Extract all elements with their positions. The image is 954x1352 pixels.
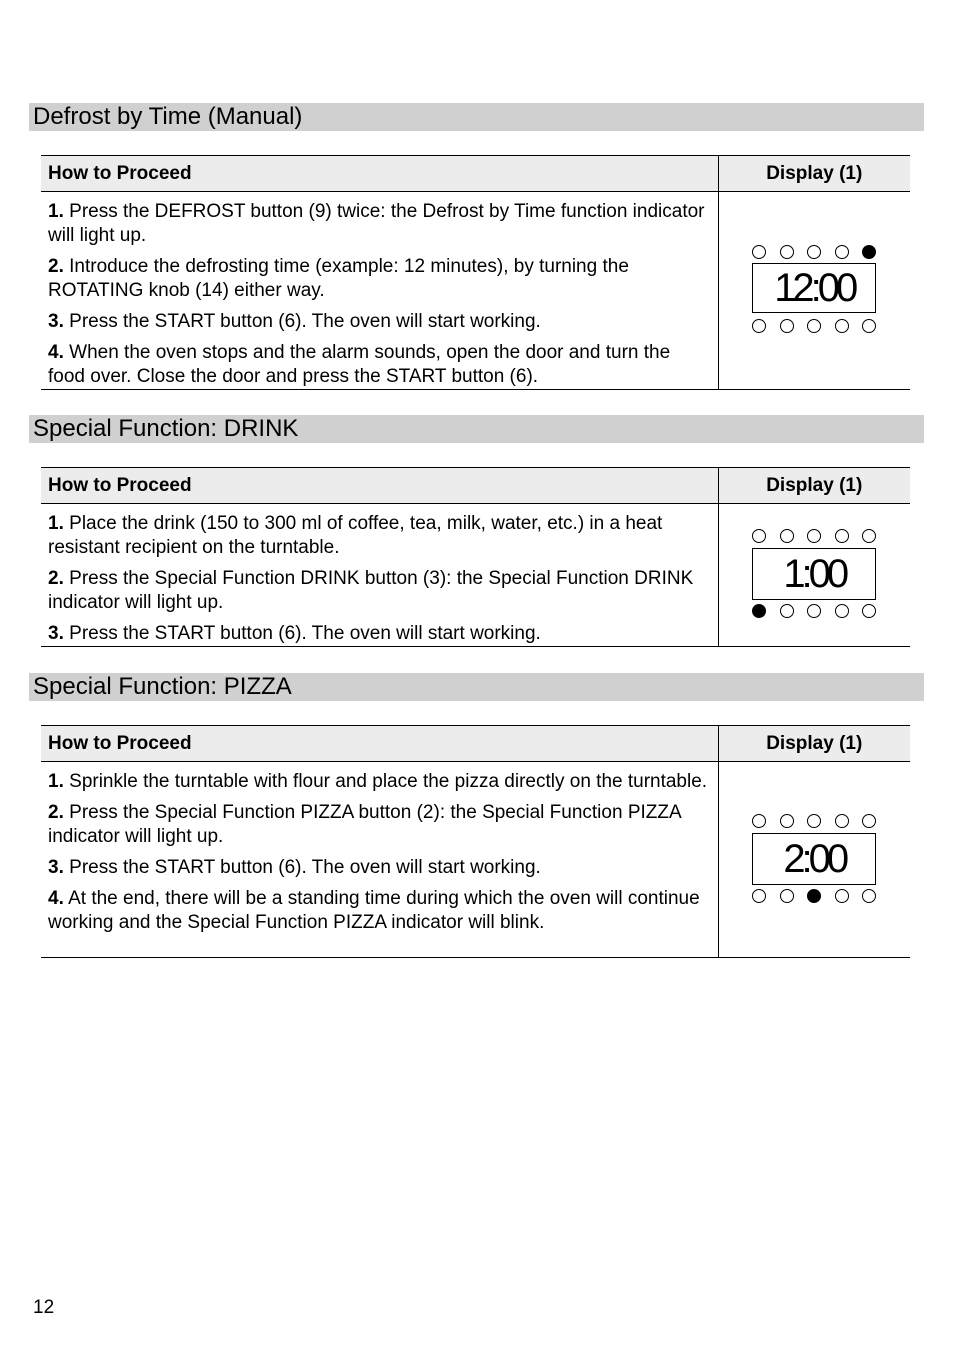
indicator-off-icon [835, 319, 849, 333]
oven-display [749, 525, 879, 625]
indicator-off-icon [835, 889, 849, 903]
indicator-off-icon [752, 319, 766, 333]
indicator-off-icon [835, 814, 849, 828]
col-header-how-to-proceed: How to Proceed [41, 468, 718, 504]
section-title: Defrost by Time (Manual) [33, 103, 303, 130]
display-time: 2:00 [752, 833, 876, 885]
step-3: 3. Press the START button (6). The oven will start working. [48, 623, 541, 644]
page-number: 12 [33, 1297, 55, 1318]
step-2: 2. Introduce the defrosting time (example: 12 minutes), by turning the ROTATING knob (14) either way. [48, 256, 629, 301]
col-header-display: Display (1) [718, 156, 910, 192]
indicator-off-icon [807, 604, 821, 618]
indicator-off-icon [835, 529, 849, 543]
indicator-lit-icon [807, 889, 821, 903]
step-2: 2. Press the Special Function DRINK button (3): the Special Function DRINK indicator will light up. [48, 568, 694, 613]
section-title: Special Function: DRINK [33, 415, 299, 442]
top-indicator-row [749, 529, 879, 543]
indicator-off-icon [752, 889, 766, 903]
step-3: 3. Press the START button (6). The oven will start working. [48, 311, 541, 332]
top-indicator-row [749, 245, 879, 259]
indicator-off-icon [862, 814, 876, 828]
display-cell [718, 192, 910, 390]
indicator-off-icon [780, 529, 794, 543]
step-1: 1. Place the drink (150 to 300 ml of coffee, tea, milk, water, etc.) in a heat resistant recipient on the turntable. [48, 513, 663, 558]
indicator-off-icon [835, 245, 849, 259]
display-time: 1:00 [752, 548, 876, 600]
top-indicator-row [749, 814, 879, 828]
section-header-pizza [29, 673, 924, 701]
indicator-off-icon [807, 529, 821, 543]
section-header-drink [29, 415, 924, 443]
indicator-lit-icon [752, 604, 766, 618]
indicator-off-icon [780, 814, 794, 828]
step-4: 4. At the end, there will be a standing time during which the oven will continue working and the Special Function PIZZA indicator will blink. [48, 888, 700, 933]
indicator-off-icon [780, 319, 794, 333]
indicator-off-icon [862, 319, 876, 333]
indicator-lit-icon [862, 245, 876, 259]
indicator-off-icon [780, 604, 794, 618]
indicator-off-icon [752, 529, 766, 543]
indicator-off-icon [780, 245, 794, 259]
section-header-defrost [29, 103, 924, 131]
col-header-how-to-proceed: How to Proceed [41, 156, 718, 192]
step-2: 2. Press the Special Function PIZZA button (2): the Special Function PIZZA indicator will light up. [48, 802, 681, 847]
section-title: Special Function: PIZZA [33, 673, 292, 700]
bottom-indicator-row [749, 604, 879, 618]
drink-table [41, 467, 910, 647]
steps-cell [41, 192, 718, 390]
steps-cell [41, 762, 718, 958]
indicator-off-icon [752, 245, 766, 259]
display-cell [718, 504, 910, 647]
defrost-table [41, 155, 910, 390]
indicator-off-icon [752, 814, 766, 828]
bottom-indicator-row [749, 889, 879, 903]
oven-display [749, 810, 879, 910]
step-1: 1. Sprinkle the turntable with flour and place the pizza directly on the turntable. [48, 771, 708, 792]
indicator-off-icon [862, 604, 876, 618]
col-header-display: Display (1) [718, 726, 910, 762]
indicator-off-icon [807, 814, 821, 828]
col-header-display: Display (1) [718, 468, 910, 504]
step-1: 1. Press the DEFROST button (9) twice: the Defrost by Time function indicator will light up. [48, 201, 705, 246]
step-4: 4. When the oven stops and the alarm sounds, open the door and turn the food over. Close the door and press the START button (6). [48, 342, 671, 387]
oven-display [749, 241, 879, 341]
steps-cell [41, 504, 718, 647]
indicator-off-icon [780, 889, 794, 903]
bottom-indicator-row [749, 319, 879, 333]
step-3: 3. Press the START button (6). The oven will start working. [48, 857, 541, 878]
display-cell [718, 762, 910, 958]
indicator-off-icon [807, 319, 821, 333]
col-header-how-to-proceed: How to Proceed [41, 726, 718, 762]
indicator-off-icon [862, 889, 876, 903]
pizza-table [41, 725, 910, 958]
indicator-off-icon [862, 529, 876, 543]
indicator-off-icon [835, 604, 849, 618]
indicator-off-icon [807, 245, 821, 259]
display-time: 12:00 [752, 263, 876, 313]
